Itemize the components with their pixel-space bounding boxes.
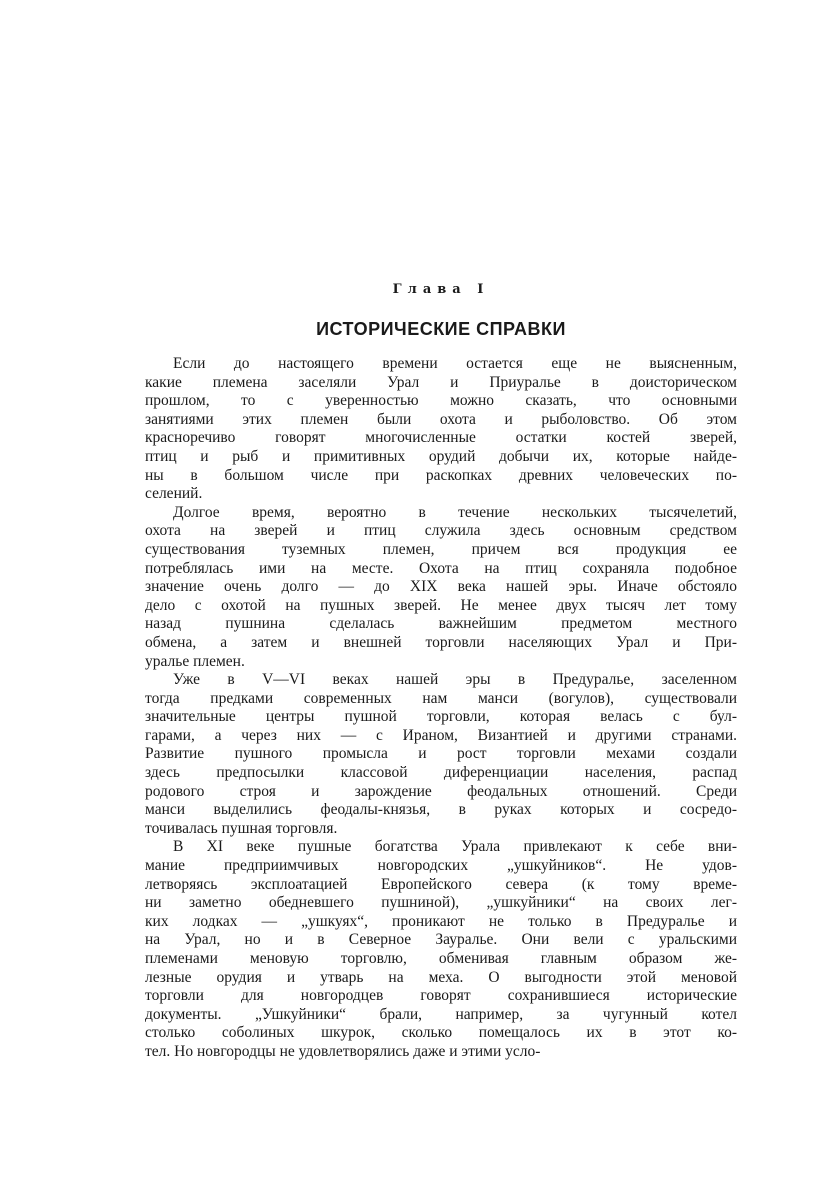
text-line: здесь предпосылки классовой диференциации населения, распад — [145, 764, 737, 782]
text-line: на Урал, но и в Северное Зауралье. Они вели с уральскими — [145, 931, 737, 949]
text-line: уралье племен. — [145, 652, 245, 670]
text-line: родового строя и зарождение феодальных отношений. Среди — [145, 782, 737, 800]
paragraph — [145, 504, 737, 671]
text-line: назад пушнина сделалась важнейшим предметом местного — [145, 615, 737, 633]
text-line: ни заметно обедневшего пушниной), „ушкуйники“ на своих лег- — [145, 894, 737, 912]
text-line: какие племена заселяли Урал и Приуралье в доисторическом — [145, 373, 737, 391]
text-line: документы. „Ушкуйники“ брали, например, за чугунный котел — [145, 1005, 737, 1023]
text-line: охота на зверей и птиц служила здесь основным средством — [145, 522, 737, 540]
text-line: потреблялась ими на месте. Охота на птиц сохраняла подобное — [145, 559, 737, 577]
text-line: дело с охотой на пушных зверей. Не менее двух тысяч лет тому — [145, 596, 737, 614]
text-line: лезные орудия и утварь на меха. О выгодности этой меновой — [145, 968, 737, 986]
chapter-label: Глава I — [392, 282, 490, 297]
text-line: прошлом, то с уверенностью можно сказать, что основными — [145, 392, 737, 410]
text-line: манси выделились феодалы-князья, в руках которых и сосредо- — [145, 801, 737, 819]
text-line: тогда предками современных нам манси (вогулов), существовали — [145, 689, 737, 707]
text-line: ны в большом числе при раскопках древних человеческих по- — [145, 466, 737, 484]
text-line: летворяясь эксплоатацией Европейского севера (к тому време- — [145, 875, 737, 893]
text-line: существования туземных племен, причем вся продукция ее — [145, 540, 737, 558]
text-line: торговли для новгородцев говорят сохранившиеся исторические — [145, 987, 737, 1005]
text-line: Долгое время, вероятно в течение нескольких тысячелетий, — [173, 503, 737, 521]
text-line: Если до настоящего времени остается еще не выясненным, — [173, 355, 737, 372]
paragraph — [145, 838, 737, 1061]
text-line: столько соболиных шкурок, сколько помещалось их в этот ко- — [145, 1024, 737, 1042]
text-line: точивалась пушная торговля. — [145, 819, 338, 837]
page-body — [145, 281, 737, 1062]
text-line: значение очень долго — до XIX века нашей эры. Иначе обстояло — [145, 578, 737, 596]
chapter-title: ИСТОРИЧЕСКИЕ СПРАВКИ — [316, 319, 566, 339]
text-line: тел. Но новгородцы не удовлетворялись даже и этими усло- — [145, 1042, 541, 1060]
text-line: занятиями этих племен были охота и рыболовство. Об этом — [145, 410, 737, 428]
text-line: красноречиво говорят многочисленные остатки костей зверей, — [145, 429, 737, 447]
text-line: гарами, а через них — с Ираном, Византией и другими странами. — [145, 726, 737, 744]
body-text — [145, 355, 737, 1062]
text-line: значительные центры пушной торговли, которая велась с бул- — [145, 708, 737, 726]
text-line: племенами меновую торговлю, обменивая главным образом же- — [145, 950, 737, 967]
text-line: селений. — [145, 485, 203, 503]
text-line: В XI веке пушные богатства Урала привлекают к себе вни- — [173, 838, 737, 856]
text-line: Развитие пушного промысла и рост торговли мехами создали — [145, 745, 737, 763]
text-line: птиц и рыб и примитивных орудий добычи их, которые найде- — [145, 447, 737, 465]
text-line: мание предприимчивых новгородских „ушкуйников“. Не удов- — [145, 857, 737, 875]
paragraph — [145, 355, 737, 504]
text-line: ких лодках — „ушкуях“, проникают не только в Предуралье и — [145, 912, 737, 930]
text-line: Уже в V—VI веках нашей эры в Предуралье, заселенном — [173, 671, 737, 689]
text-line: обмена, а затем и внешней торговли населяющих Урал и При- — [145, 633, 737, 651]
paragraph — [145, 671, 737, 838]
